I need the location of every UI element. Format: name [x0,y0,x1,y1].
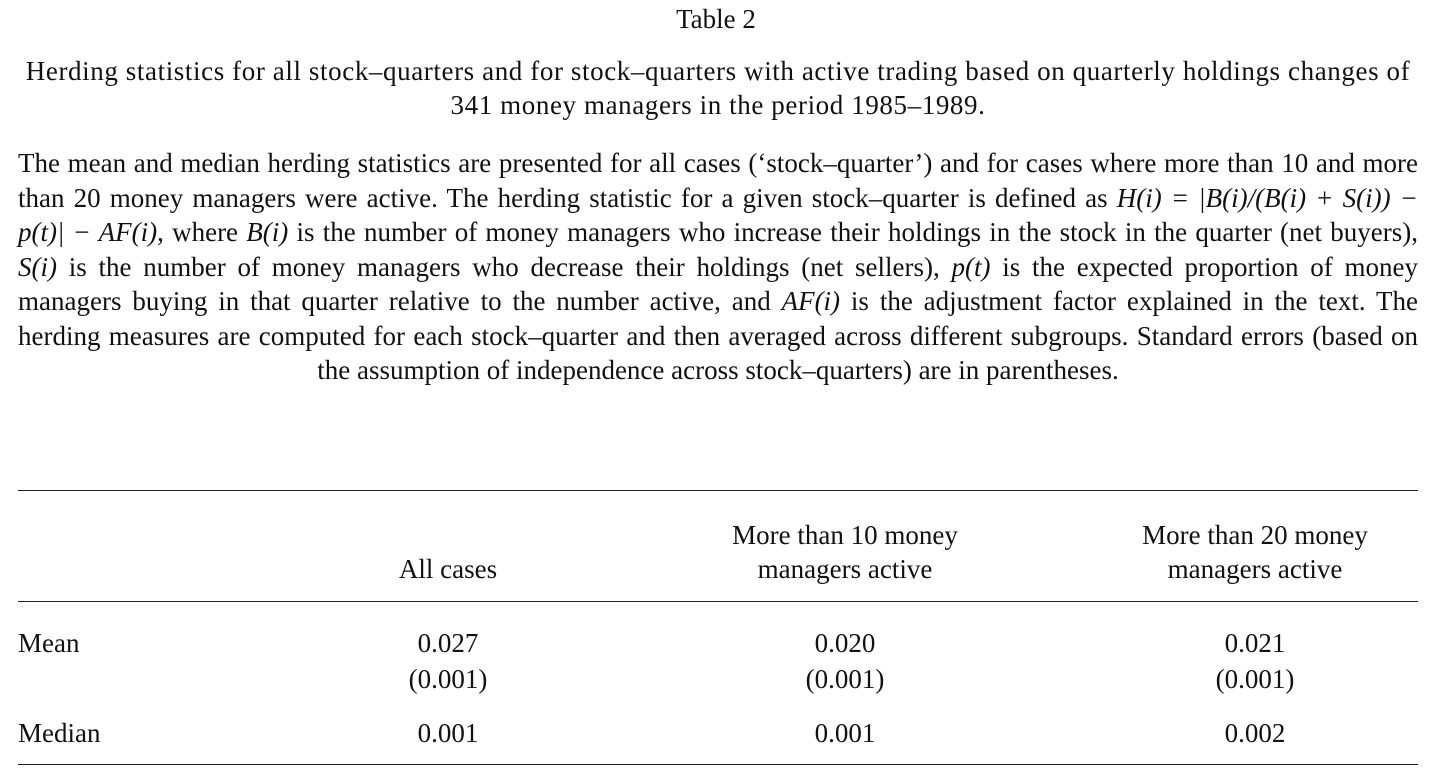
table-bottom-rule [18,764,1418,765]
note-text-1: The mean and median herding statistics are presented for all cases (‘stock–quarter’) and for cases where more than 10 and more than 20 money managers were active. The herding statistic for a given stock–quarter is defined as [18,148,1418,213]
table-top-rule [18,490,1418,491]
buyers-symbol: B(i) [246,217,289,247]
table-note [18,146,1418,388]
note-text-2: , where [157,217,247,247]
column-header-line1: More than 10 money [732,520,958,550]
standard-error-cell: (0.001) [805,664,885,694]
table-cell: 0.021 [1224,628,1286,658]
row-label-median: Median [18,718,101,748]
note-text-5: is the expected proportion of money managers buying in that quarter relative to the number active, and [18,251,1418,316]
table-cell: 0.001 [814,718,876,748]
column-header-line1 [298,518,598,552]
note-text-3: is the number of money managers who increase their holdings in the stock in the quarter (net buyers), [288,217,1418,247]
standard-error-cell: (0.001) [1215,664,1295,694]
column-header-more-than-20 [1080,518,1430,586]
table-label: Table 2 [676,4,756,34]
proportion-symbol: p(t) [951,251,991,282]
table-cell: 0.027 [417,628,479,658]
column-header-line1: More than 20 money [1142,520,1368,550]
note-text-6: is the adjustment factor explained in the text. The herding measures are computed for each stock–quarter and then averaged across different subgroups. Standard errors (based on the assumption of independence across stock–quarters) are in parentheses. [18,286,1418,385]
table-cell: 0.002 [1224,718,1286,748]
table-header-rule [18,601,1418,602]
adjustment-symbol: AF(i) [781,286,841,316]
table-cell: 0.020 [814,628,876,658]
standard-error-cell: (0.001) [408,664,488,694]
column-header-more-than-10 [670,518,1020,586]
herding-formula: H(i) = |B(i)/(B(i) + S(i)) − p(t)| − AF(i) [18,182,1418,247]
table-caption: Herding statistics for all stock–quarters and for stock–quarters with active trading based on quarterly holdings changes of 341 money managers in the period 1985–1989. [25,56,1411,120]
column-header-line2: managers active [757,554,933,584]
column-header-line2: managers active [1167,554,1343,584]
sellers-symbol: S(i) [18,251,57,282]
column-header-all-cases [298,518,598,586]
note-text-4: is the number of money managers who decrease their holdings (net sellers), [56,251,952,282]
table-cell: 0.001 [417,718,479,748]
row-label-mean: Mean [18,628,80,658]
column-header-line2: All cases [398,554,498,584]
